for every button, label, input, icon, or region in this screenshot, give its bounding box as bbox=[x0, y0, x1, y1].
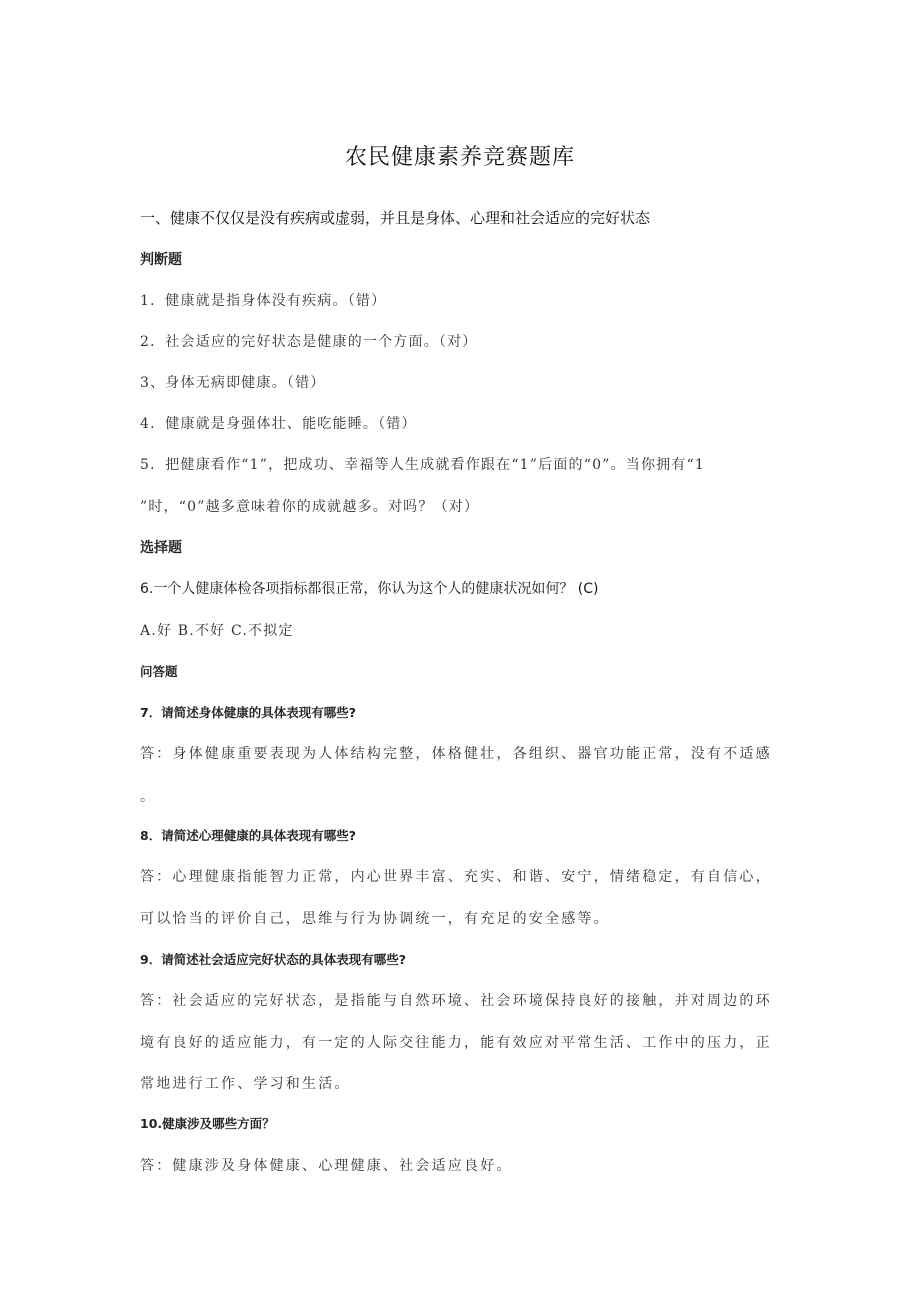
page-title: 农民健康素养竞赛题库 bbox=[344, 145, 575, 170]
judgement-item-4: 4．健康就是身强体壮、能吃能睡。（错） bbox=[140, 416, 417, 432]
qa-heading: 问答题 bbox=[140, 664, 178, 679]
answer-7-line1: 答：身体健康重要表现为人体结构完整，体格健壮，各组织、器官功能正常，没有不适感 bbox=[140, 746, 772, 762]
judgement-item-2: 2．社会适应的完好状态是健康的一个方面。（对） bbox=[140, 334, 478, 350]
choice-question: 6.一个人健康体检各项指标都很正常，你认为这个人的健康状况如何？ (C) bbox=[140, 581, 599, 597]
judgement-item-1: 1．健康就是指身体没有疾病。（错） bbox=[140, 293, 387, 309]
section-heading: 一、健康不仅仅是没有疾病或虚弱，并且是身体、心理和社会适应的完好状态 bbox=[140, 209, 651, 227]
choice-heading: 选择题 bbox=[140, 540, 182, 556]
answer-9-line3: 常地进行工作、学习和生活。 bbox=[140, 1076, 351, 1092]
answer-8-line1: 答：心理健康指能智力正常，内心世界丰富、充实、和谐、安宁，情绪稳定，有自信心， bbox=[140, 869, 772, 885]
choice-options: A.好 B.不好 C.不拟定 bbox=[140, 623, 294, 639]
question-7: 7．请简述身体健康的具体表现有哪些? bbox=[140, 705, 356, 720]
judgement-item-5-line2: ”时，“0”越多意味着你的成就越多。对吗？（对） bbox=[140, 499, 480, 515]
judgement-heading: 判断题 bbox=[140, 252, 182, 268]
question-9: 9．请简述社会适应完好状态的具体表现有哪些? bbox=[140, 952, 406, 967]
question-10: 10.健康涉及哪些方面？ bbox=[140, 1116, 275, 1131]
answer-9-line1: 答：社会适应的完好状态，是指能与自然环境、社会环境保持良好的接触，并对周边的环 bbox=[140, 993, 772, 1009]
answer-9-line2: 境有良好的适应能力，有一定的人际交往能力，能有效应对平常生活、工作中的压力，正 bbox=[140, 1035, 772, 1051]
judgement-item-5-line1: 5．把健康看作“1”，把成功、幸福等人生成就看作跟在“1”后面的“0”。当你拥有“1 bbox=[140, 457, 706, 473]
answer-8-line2: 可以恰当的评价自己，思维与行为协调统一，有充足的安全感等。 bbox=[140, 911, 610, 927]
answer-10-line1: 答：健康涉及身体健康、心理健康、社会适应良好。 bbox=[140, 1158, 513, 1174]
judgement-item-3: 3、身体无病即健康。（错） bbox=[140, 375, 326, 391]
question-8: 8．请简述心理健康的具体表现有哪些? bbox=[140, 828, 356, 843]
answer-7-line2: 。 bbox=[140, 789, 157, 805]
